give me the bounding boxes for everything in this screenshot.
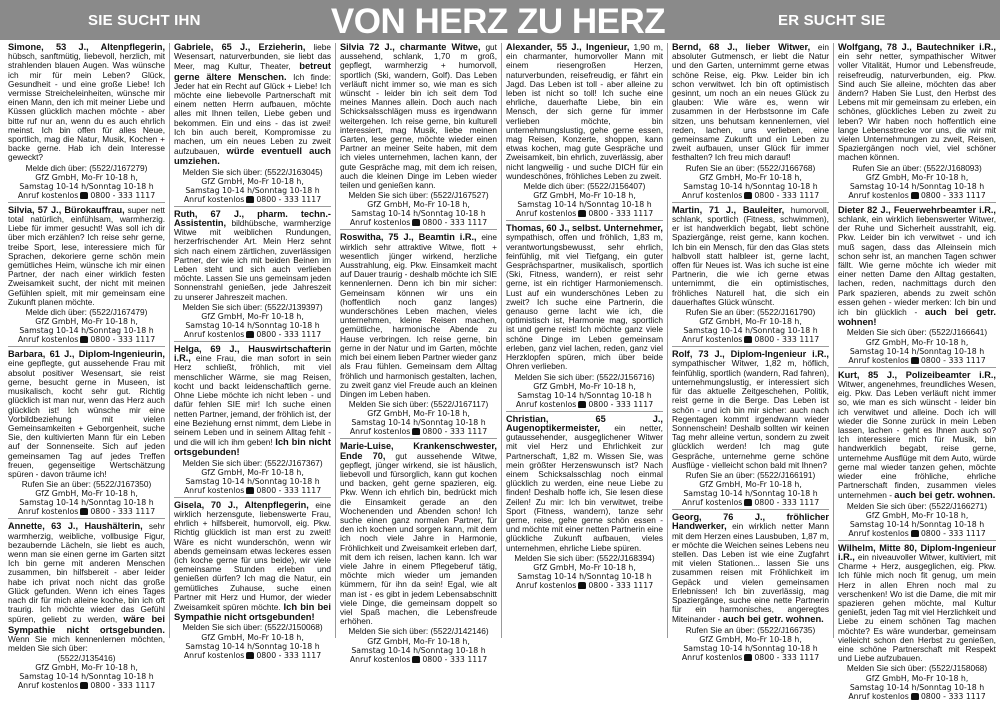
ad-footer bbox=[672, 317, 829, 344]
ad-footer bbox=[672, 173, 829, 200]
page-header bbox=[0, 0, 1000, 40]
ad-headline: Wilhelm, Mitte 80, Diplom-Ingenieur i.R., bbox=[838, 542, 996, 562]
ad-footer bbox=[506, 382, 663, 409]
footer-call bbox=[838, 692, 996, 701]
ad-contact-code: Melden Sie sich über: (5522/J142146) bbox=[348, 626, 489, 637]
personal-ad bbox=[174, 43, 331, 207]
footer-company: GfZ GmbH, Mo-Fr 10-18 h, bbox=[35, 317, 138, 327]
phone-icon bbox=[744, 499, 752, 506]
phone-icon bbox=[80, 508, 88, 515]
phone-icon bbox=[744, 192, 752, 199]
footer-hours: Samstag 10-14 h/Sonntag 10-18 h bbox=[19, 181, 154, 191]
footer-hours: Samstag 10-14 h/Sonntag 10-18 h bbox=[517, 390, 652, 400]
ad-contact-code: Rufen Sie an über: (5522/J168093) bbox=[852, 162, 982, 173]
phone-icon bbox=[412, 656, 420, 663]
ad-footer bbox=[174, 468, 331, 495]
footer-call-label: Anruf kostenlos bbox=[681, 652, 743, 662]
footer-phone-number[interactable]: 0800 - 333 1117 bbox=[920, 355, 986, 365]
phone-icon bbox=[911, 530, 919, 537]
ad-text: sympathisch, offen und fröhlich, 1,83 m, verantwortungsbewusst, sehr ehrlich, feinfühlig, mit viel Tiefgang, ein guter Gesprächspartner, musikalisch, sportlich (Ski, Fitness, wandern), er reist sehr gerne, ist ein richtiger Harmoniemensch. Lust auf ein wunderschönes Leben zu zweit? Ich suche eine Partnerin, die genauso gerne lacht wie ich, die optimistisch ist, Harmonie mag, sportlich ist und gerne reist! Ich möchte ganz viele schöne Dinge im Leben gemeinsam erleben, ganz viel lachen, reden, ganz viel Herzklopfen spüren, mich über beide Ohren verlieben. bbox=[506, 232, 663, 372]
ad-text: eine gepflegte, gut aussehende Frau mit absolut positiver Wesensart, sie reist gerne, besucht gerne in Museen, ist musikalisch, kocht sehr gut. Richtig glücklich ist man nur, wenn das Herz auch glücklich ist! Ich wünsche mir eine Vorbildbeziehung mit vielen Gemeinsamkeiten + Geborgenheit, suche Sie, den kultivierten Mann für ein Leben auf der Sonnenseite. Sich auf jeden gemeinsamen Tag auf jedes Treffen freuen, gegenseitige Wertschätzung spüren - davon träume ich! bbox=[8, 358, 165, 479]
ad-headline: Alexander, 55 J., Ingenieur, bbox=[506, 42, 630, 52]
ad-footer bbox=[838, 674, 996, 701]
footer-call-label: Anruf kostenlos bbox=[515, 399, 577, 409]
ad-text: ein wirklich netter Mann mit dem Herzen eines Lausbuben, 1,87 m, er möchte die Weichen seines Lebens neu stellen. Das Leben ist wie eine Zugfahrt mit vielen Stationen... lassen Sie uns zusammen reisen mit Fröhlichkeit im Gepäck und vielen gemeinsamen Erlebnissen! Ich bin zuverlässig, mag Spaziergänge, suche eine nette Partnerin für ein harmonisches, angeregtes Miteinander - bbox=[672, 521, 829, 625]
phone-icon bbox=[246, 487, 254, 494]
ad-headline: Gabriele, 65 J., Erzieherin, bbox=[174, 42, 306, 52]
ad-text: sympathischer Witwer, 1,82 m, höflich, feinfühlig, sportlich (wandern, Rad fahren), unternehmungslustig, er interessiert sich für das aktuelle Zeitgeschehen, Politik, reist gerne in die Berge. Das Leben ist schön - und ich bin mir sicher: auch nach Regentagen kommt irgendwann wieder Sonnenschein! Deshalb sollten wir keinen Tag mehr alleine vertun, sondern zu zweit glücklich werden! Ich mag gute Gespräche, unternehme gerne schöne Ausflüge - vielleicht schon bald mit Ihnen? bbox=[672, 358, 829, 470]
phone-icon bbox=[911, 357, 919, 364]
ads-column bbox=[502, 43, 668, 638]
footer-hours: Samstag 10-14 h/Sonntag 10-18 h bbox=[683, 326, 818, 336]
footer-company: GfZ GmbH, Mo-Fr 10-18 h, bbox=[533, 562, 636, 572]
footer-call-label: Anruf kostenlos bbox=[17, 335, 79, 345]
footer-hours: Samstag 10-14 h/Sonntag 10-18 h bbox=[19, 326, 154, 336]
footer-phone-number[interactable]: 0800 - 333 1117 bbox=[256, 330, 322, 340]
ad-text: eine wirklich herzensgute, liebenswerte Frau, ehrlich + hilfsbereit, humorvoll, eig. Pkw. Richtig glücklich ist man erst zu zweit! Wäre es nicht wunderschön, wenn wir abends gemeinsam etwas leckeres essen (ich koche gerne für uns beide), wir viele gemeinsame Stunden erleben und genießen dürfen? Ich mag die Natur, ein gemütliches Zuhause, suche einen Partner mit Herz und Humor, der wieder Zweisamkeit spüren möchte. bbox=[174, 499, 332, 612]
footer-call bbox=[838, 191, 996, 200]
ad-headline: Silvia 72 J., charmante Witwe, bbox=[340, 42, 481, 52]
ad-headline: Annette, 63 J., Haushälterin, bbox=[8, 521, 143, 532]
personal-ad bbox=[838, 544, 996, 703]
footer-phone-number[interactable]: 0800 - 333 1117 bbox=[90, 335, 156, 345]
ad-contact-code: Rufen Sie an über: (5522/J166768) bbox=[685, 162, 816, 173]
footer-company: GfZ GmbH, Mo-Fr 10-18 h, bbox=[201, 467, 304, 477]
phone-icon bbox=[911, 192, 919, 199]
footer-call-label: Anruf kostenlos bbox=[848, 691, 909, 701]
footer-call bbox=[8, 191, 165, 200]
footer-phone-number[interactable]: 0800 - 333 1117 bbox=[920, 190, 986, 200]
footer-phone-number[interactable]: 0800 - 333 1117 bbox=[588, 580, 654, 590]
footer-company: GfZ GmbH, Mo-Fr 10-18 h, bbox=[201, 312, 304, 322]
footer-call-label: Anruf kostenlos bbox=[17, 507, 79, 517]
footer-call bbox=[838, 356, 996, 365]
ad-contact-code: Melden Sie sich über: (5522/J168394) bbox=[514, 552, 655, 563]
ad-highlight: Ich bin nicht ortsgebunden! bbox=[174, 436, 331, 458]
footer-call bbox=[506, 209, 663, 218]
ad-footer bbox=[838, 173, 996, 200]
footer-phone-number[interactable]: 0800 - 333 1117 bbox=[422, 654, 488, 664]
personal-ad bbox=[174, 501, 331, 662]
footer-call bbox=[672, 498, 829, 507]
ad-footer bbox=[506, 191, 663, 218]
ad-headline: Marie-Luise, Krankenschwester, Ende 70, bbox=[340, 441, 497, 461]
footer-call bbox=[340, 218, 497, 227]
footer-call bbox=[8, 335, 165, 344]
footer-call bbox=[340, 427, 497, 436]
phone-icon bbox=[246, 331, 254, 338]
footer-phone-number[interactable]: 0800 - 333 1117 bbox=[754, 498, 820, 508]
ad-highlight: auch bei getr. wohnen. bbox=[722, 613, 824, 625]
footer-hours: Samstag 10-14 h/Sonntag 10-18 h bbox=[683, 643, 818, 653]
personal-ad bbox=[672, 350, 829, 510]
ad-headline: Dieter 82 J., Feuerwehrbeamter i.R., bbox=[838, 204, 996, 215]
footer-call bbox=[672, 653, 829, 662]
ad-text: humorvoll, schlank, sportlich (Fitness, schwimmen), er ist handwerklich begabt, liebt schöne Spaziergänge, reist gerne, kann kochen. Ich bin ein Mensch, für den das Glas stets halbvoll statt halbleer ist, gerne lacht, offen für Neues ist. Was ich suche ist eine Partnerin, die wie ich gerne etwas unternimmt, die ein optimistisches, fröhliches Naturell hat, die sich ein dauerhaftes Glück wünscht. bbox=[672, 204, 829, 307]
footer-call bbox=[174, 195, 331, 204]
personal-ad bbox=[672, 513, 829, 664]
footer-call bbox=[672, 335, 829, 344]
ad-text: schlank, ein wirklich liebenswerter Witwer, der Ruhe und Sicherheit ausstrahlt, eig. Pkw. Leider bin ich verwitwet - und ich muß sagen, dass das Alleinsein mich schon sehr ist, an manchen Tagen schwer fällt. Wie gerne möchte ich wieder mit einer netten Dame den Alltag gestalten, lachen, reden, nachmittags durch den Park spazieren, abends zu zweit schön essen gehen - wieder merken: Ich bin und ich bin glücklich - bbox=[838, 214, 996, 318]
ad-text: eine Frau, die man sofort in sein Herz schließt, fröhlich, mit viel menschlicher Wärme, sie mag Reisen, kocht und backt leidenschaftlich gerne. Ohne Liebe möchte ich nicht leben - und dafür fehlen SIE mir! Ich suche einen netten Partner, jemand, der fröhlich ist, der eine Beziehung ernst nimmt, dem Liebe in seinem Leben und in seinem Alltag fehlt - und die will ich ihm geben! bbox=[174, 353, 331, 448]
footer-phone-number[interactable]: 0800 - 333 1117 bbox=[920, 528, 986, 538]
ad-contact-code: Melden Sie sich über: (5522/J167527) bbox=[348, 190, 489, 201]
phone-icon bbox=[80, 682, 88, 689]
phone-icon bbox=[246, 652, 254, 659]
ad-footer bbox=[340, 409, 497, 436]
footer-hours: Samstag 10-14 h/Sonntag 10-18 h bbox=[683, 489, 818, 499]
ads-columns bbox=[4, 42, 1000, 701]
footer-company: GfZ GmbH, Mo-Fr 10-18 h, bbox=[865, 172, 969, 182]
ad-headline: Georg, 76 J., fröhlicher Handwerker, bbox=[672, 512, 829, 532]
footer-hours: Samstag 10-14 h/Sonntag 10-18 h bbox=[19, 672, 154, 682]
footer-hours: Samstag 10-14 h/Sonntag 10-18 h bbox=[351, 209, 486, 219]
ad-contact-code: (5522/J135416) bbox=[57, 653, 116, 664]
ad-text: super nett total natürlich, einfühlsam, warmherzig. Liebe für immer gesucht! Was soll ich dir über mich erzählen? Ich reise sehr gerne, treibe Sport, lese, interessiere mich für Sprachen, dekoriere gerne schön mein gemütliches Heim, wünsche ich mir einen Partner, der nach einer wirklich festen Zweisamkeit sucht, der nicht mit meinen Gefühlen spielt, mit mir gemeinsam eine Zukunft planen möchte. bbox=[8, 204, 165, 307]
personal-ad bbox=[174, 210, 331, 342]
phone-icon bbox=[246, 196, 254, 203]
ad-text: bildhübsche, warmherzige Witwe mit weiblichen Rundungen, herzerfrischender Art. Mein Herz sehnt sich nach einem zärtlichen, zuverlässigen Partner, der wie ich mit beiden Beinen im Leben steht und sich auch verlieben möchte. Lassen Sie uns gemeinsam jeden Sonnenstrahl genießen, jede Jahreszeit zu unserer Jahreszeit machen. bbox=[174, 218, 331, 302]
ad-highlight: auch bei getr. wohnen! bbox=[838, 306, 996, 328]
personal-ad bbox=[672, 206, 829, 347]
ad-footer bbox=[174, 633, 331, 660]
footer-call bbox=[8, 507, 165, 516]
section-label-sie-sucht-ihn: SIE SUCHT IHN bbox=[88, 12, 201, 29]
ad-headline: Kurt, 85 J., Polizeibeamter i.R., bbox=[838, 369, 996, 380]
ad-headline: Rolf, 73 J., Diplom-Ingenieur i.R., bbox=[672, 349, 829, 360]
ad-contact-code: Rufen Sie an über: (5522/J166191) bbox=[685, 469, 816, 480]
footer-phone-number[interactable]: 0800 - 333 1117 bbox=[422, 427, 488, 437]
footer-phone-number[interactable]: 0800 - 333 1117 bbox=[754, 652, 820, 662]
footer-hours: Samstag 10-14 h/Sonntag 10-18 h bbox=[185, 321, 320, 331]
ad-headline: Christian, 65 J., Augenoptikermeister, bbox=[506, 413, 663, 433]
ad-contact-code: Melden Sie sich über: (5522/J167367) bbox=[182, 457, 323, 468]
footer-company: GfZ GmbH, Mo-Fr 10-18 h, bbox=[367, 636, 470, 646]
footer-company: GfZ GmbH, Mo-Fr 10-18 h, bbox=[865, 337, 969, 347]
footer-company: GfZ GmbH, Mo-Fr 10-18 h, bbox=[35, 489, 138, 499]
ad-headline: Gisela, 70 J., Altenpflegerin, bbox=[174, 499, 309, 510]
phone-icon bbox=[412, 428, 420, 435]
footer-hours: Samstag 10-14 h/Sonntag 10-18 h bbox=[351, 418, 486, 428]
footer-company: GfZ GmbH, Mo-Fr 10-18 h, bbox=[533, 381, 636, 391]
footer-hours: Samstag 10-14 h/Sonntag 10-18 h bbox=[19, 498, 154, 508]
footer-company: GfZ GmbH, Mo-Fr 10-18 h, bbox=[35, 172, 138, 182]
personal-ad bbox=[340, 43, 497, 230]
personal-ad bbox=[340, 442, 497, 665]
footer-call bbox=[174, 330, 331, 339]
personal-ad bbox=[672, 43, 829, 203]
footer-hours: Samstag 10-14 h/Sonntag 10-18 h bbox=[849, 346, 985, 356]
footer-phone-number[interactable]: 0800 - 333 1117 bbox=[256, 650, 322, 660]
footer-phone-number[interactable]: 0800 - 333 1117 bbox=[754, 335, 820, 345]
footer-phone-number[interactable]: 0800 - 333 1117 bbox=[256, 485, 322, 495]
ad-footer bbox=[174, 177, 331, 204]
ad-headline: Wolfgang, 78 J., Bautechniker i.R., bbox=[838, 42, 996, 52]
ad-contact-code: Melden Sie sich über: (5522/J167117) bbox=[348, 399, 489, 410]
ad-footer bbox=[8, 173, 165, 200]
personal-ad bbox=[340, 233, 497, 439]
footer-company: GfZ GmbH, Mo-Fr 10-18 h, bbox=[699, 634, 802, 644]
ad-contact-code: Rufen Sie an über: (5522/J167350) bbox=[21, 479, 152, 490]
ad-contact-code: Rufen Sie an über: (5522/J166735) bbox=[685, 624, 816, 635]
ad-footer bbox=[8, 663, 165, 690]
footer-call bbox=[506, 581, 663, 590]
ad-text: gut aussehende Witwe, gepflegt, jünger wirkend, sie ist häuslich, liebevoll und fürsorglich, kann gut kochen und backen, geht gerne spazieren, eig. Pkw. Wenn ich ehrlich bin, bedrückt mich die Einsamkeit gerade an den Wochenenden und Abenden schon! Ich suche einen ganz normalen Partner, für den ich kochen und sorgen kann, mit dem ich noch viele Jahre in Harmonie, Fröhlichkeit und Zweisamkeit erleben darf, mit dem ich reisen, lachen kann. Ich war viele Jahre in einem Pflegeberuf tätig, möchte mich wieder um jemanden kümmern, für ihn da sein! Egal, wie alt man ist - es gibt in jedem Lebensabschnitt viele Dinge, die gemeinsam doppelt so viel Spaß machen, die Lebensfreude erhöhen. bbox=[340, 450, 497, 627]
ad-text: Witwer, angenehmes, freundliches Wesen, eig. Pkw. Das Leben verläuft nicht immer so, wie man es sich wünscht - leider bin ich verwitwet und alleine. Doch ich will wieder die Sonne zurück in mein Leben lassen, lachen - geht es Ihnen auch so? Ich interessiere mich für Musik, bin handwerklich begabt, reise gerne, unternehme Ausflüge mit dem Auto, würde gerne mal wieder tanzen gehen, möchte wieder eine fröhliche, ehrliche Partnerschaft finden, zusammen vieles unternehmen - bbox=[838, 378, 996, 501]
footer-call bbox=[340, 655, 497, 664]
phone-icon bbox=[412, 219, 420, 226]
phone-icon bbox=[578, 210, 586, 217]
ad-headline: Roswitha, 75 J., Beamtin i.R., bbox=[340, 232, 477, 243]
phone-icon bbox=[578, 582, 586, 589]
footer-call bbox=[506, 400, 663, 409]
personal-ad bbox=[8, 350, 165, 519]
footer-phone-number[interactable]: 0800 - 333 1117 bbox=[90, 681, 156, 691]
footer-hours: Samstag 10-14 h/Sonntag 10-18 h bbox=[517, 571, 652, 581]
footer-phone-number[interactable]: 0800 - 333 1117 bbox=[920, 691, 986, 701]
ad-headline: Silvia, 57 J., Bürokauffrau, bbox=[8, 204, 125, 215]
ad-footer bbox=[8, 489, 165, 516]
footer-call bbox=[174, 486, 331, 495]
footer-company: GfZ GmbH, Mo-Fr 10-18 h, bbox=[367, 409, 470, 419]
ad-text: eine wirklich sehr attraktive Witwe, flott + wesentlich jünger wirkend, herzliche Ausstrahlung, eig. Pkw. Einsamkeit macht auf Dauer traurig - deshalb möchte ich SIE kennenlernen. Denn ich bin mir sicher: Gemeinsam können wir uns ein (hoffentlich noch ganz langes) wunderschönes Leben machen, vieles unternehmen, kleine Reisen machen, gemütliche, harmonische Abende zu Hause verbringen. Ich reise gerne, bin gerne in der Natur und im Garten, möchte mich bei einem lieben Partner wieder ganz als Frau fühlen. Gemeinsam dem Alltag fröhlich und harmonisch gestalten, lachen, zu zweit ganz viel Freude auch an kleinen Dingen im Leben haben. bbox=[340, 232, 497, 399]
ad-footer bbox=[340, 637, 497, 664]
ad-headline: Helga, 69 J., Hauswirtschafterin i.R., bbox=[174, 344, 331, 364]
footer-call-label: Anruf kostenlos bbox=[681, 335, 743, 345]
footer-call-label: Anruf kostenlos bbox=[349, 427, 411, 437]
ads-column bbox=[170, 42, 336, 660]
ad-text: Ich finde: Jeder hat ein Recht auf Glück + Liebe! Ich möchte eine liebevolle Partnerschaft mit einem netten Herrn aufbauen, möchte alles mit Ihnen teilen, Liebe geben und bekommen. Ein und eins - das ist zwei! Ich bin auch bereit, Kompromisse zu machen, um ein neues Leben zu zweit aufzubauen, bbox=[174, 71, 331, 157]
footer-company: GfZ GmbH, Mo-Fr 10-18 h, bbox=[699, 317, 802, 327]
ad-text: 1,90 m, ein charmanter, humorvoller Mann mit einem riesengroßen Herzen, naturverbunden, reisefreudig, er fährt ein Jagd. Das Leben ist toll - aber alleine zu leben ist nicht so toll! Ich suche eine ehrliche, dauerhafte Liebe, bin ein Mensch, der sich gerne für immer verlieben möchte, bin unternehmungslustig, gehe gerne essen, mag Reisen, Konzerte, shoppen, kann etwas kochen, mag gute Gespräche und Zweisamkeit, bin ehrlich, zuverlässig, aber nicht langweilig - und suche DICH für ein wundeschönes, fröhliches Leben zu zweit. bbox=[506, 42, 663, 181]
ad-footer bbox=[672, 480, 829, 507]
footer-company: GfZ GmbH, Mo-Fr 10-18 h, bbox=[201, 632, 304, 642]
ad-footer bbox=[672, 635, 829, 662]
ads-column bbox=[336, 42, 502, 664]
section-label-er-sucht-sie: ER SUCHT SIE bbox=[778, 12, 886, 29]
ad-contact-code: Melden Sie sich über: (5522/J139397) bbox=[182, 301, 323, 312]
footer-call bbox=[672, 191, 829, 200]
footer-call-label: Anruf kostenlos bbox=[349, 218, 411, 228]
personal-ad bbox=[506, 224, 663, 411]
footer-company: GfZ GmbH, Mo-Fr 10-18 h, bbox=[699, 480, 802, 490]
footer-call bbox=[8, 681, 165, 690]
footer-call-label: Anruf kostenlos bbox=[515, 580, 577, 590]
footer-call-label: Anruf kostenlos bbox=[515, 209, 577, 219]
ad-highlight: würde eventuell auch umziehen. bbox=[174, 145, 331, 167]
personal-ad bbox=[8, 43, 165, 203]
personal-ad bbox=[838, 371, 996, 541]
ad-contact-code: Melde dich über: (5522/J167479) bbox=[25, 307, 148, 318]
ad-text: gut aussehend, schlank, 1,70 m groß, gepflegt, warmherzig + humorvoll, sportlich (Ski, wandern, Golf). Das Leben verläuft nicht immer so, wie man es sich wünscht - leider bin ich seit dem Tod meines Mannes allein. Doch auch nach Schicksalsschlägen muss es irgendwann weitergehen. Ich reise gerne, bin kulturell interessiert, mag Musik, liebe meinen Garten, lese gerne, möchte wieder einen Partner an meiner Seite haben, mit dem ich vieles unternehmen, lachen kann, der gute Gespräche mag, mit dem ich reisen, auch die kleinen Dinge im Leben wieder teilen und genießen kann. bbox=[340, 42, 497, 191]
personal-ad bbox=[8, 206, 165, 347]
phone-icon bbox=[80, 192, 88, 199]
ad-text: Wenn Sie mich kennenlernen möchten, melden Sie sich über: bbox=[8, 633, 165, 653]
footer-call-label: Anruf kostenlos bbox=[183, 650, 245, 660]
ad-text: ein absoluter Gutmensch, er liebt die Natur und den Garten, unternimmt gerne etwas schöne Reise, eig. Pkw. Leider bin ich schon verwitwet. Ich bin oft optimistisch gesinnt, um noch an ein neues Glück zu glauben: Wie wäre es, wenn wir zusammen in der Herbstsonne im Cafe sitzen, uns behutsam kennenlernen, viel reden, lachen, uns verlieben, eine gemeinsame Zukunft und ein Leben zu zweit aufbauen, unser Glück für immer festhalten? Ich freu mich darauf! bbox=[672, 42, 829, 163]
footer-hours: Samstag 10-14 h/Sonntag 10-18 h bbox=[683, 181, 818, 191]
phone-icon bbox=[744, 336, 752, 343]
footer-phone-number[interactable]: 0800 - 333 1117 bbox=[588, 399, 654, 409]
ad-text: ein netter, gutaussehender, ausgeglichener Witwer mit viel Herz und Ehrlichkeit zur Partnerschaft, 1,82 m. Wissen Sie, was mein größter Herzenswunsch ist? Nach einem Schicksalsschlag noch einmal glücklich zu werden, eine neue Liebe zu finden! Deshalb hoffe ich, Sie lesen diese Zeilen! Zu mir: Ich bin verwitwet, treibe Sport (Fitness, wandern), tanze sehr gerne, reise, gehe gerne schön essen - und möchte mit einer netten Partnerin eine glückliche Zukunft aufbauen, vieles unternehmen, ehrliche Liebe spüren. bbox=[506, 422, 663, 553]
ad-headline: Barbara, 61 J., Diplom-Ingenieurin, bbox=[8, 349, 165, 360]
ad-contact-code: Melden Sie sich über: (5522/J158068) bbox=[846, 663, 988, 674]
footer-hours: Samstag 10-14 h/Sonntag 10-18 h bbox=[351, 645, 486, 655]
ad-footer bbox=[838, 338, 996, 365]
personal-ad bbox=[506, 415, 663, 592]
footer-call-label: Anruf kostenlos bbox=[17, 190, 79, 200]
ad-footer bbox=[8, 317, 165, 344]
ad-contact-code: Melden Sie sich über: (5522/J150068) bbox=[182, 622, 323, 633]
footer-call-label: Anruf kostenlos bbox=[183, 194, 245, 204]
footer-call-label: Anruf kostenlos bbox=[183, 485, 245, 495]
ad-text: ein niveauvoller Witwer, kultiviert, mit Charme + Herz, ausgeglichen, eig. Pkw. Ich fühle mich noch fit genug, um mein Herz in allen Ehren noch mal zu verschenken! Wo ist die Dame, die mit mir spazieren gehen möchte, mal Kultur genießt, jeden Tag mit viel Herzlichkeit und Liebe zu einem schönen Tag machen möchte? Es wäre wunderbar, gemeinsam vielleicht schon den Herbst zu genießen, eine schöne Partnerschaft mit Respekt und Liebe aufzubauen. bbox=[838, 551, 996, 664]
footer-call-label: Anruf kostenlos bbox=[681, 498, 743, 508]
ad-contact-code: Melden Sie sich über: (5522/J156716) bbox=[514, 371, 655, 382]
ad-footer bbox=[506, 563, 663, 590]
footer-call-label: Anruf kostenlos bbox=[183, 330, 245, 340]
footer-call-label: Anruf kostenlos bbox=[848, 355, 909, 365]
ad-contact-code: Melden Sie sich über: (5522/J163045) bbox=[182, 166, 323, 177]
footer-company: GfZ GmbH, Mo-Fr 10-18 h, bbox=[35, 663, 138, 673]
ad-text: ein sehr netter, sympathischer Witwer voller Vitalität, Humor und Lebensfreude, reisefreudig, naturverbunden, eig. Pkw. Sind auch Sie alleine, möchten das aber ändern? Haben Sie Lust, den Herbst des Lebens mit mir gemeinsam zu erleben, ein schönes, glückliches Leben zu zweit zu leben? Wir haben noch hoffentlich eine lange Lebensstrecke vor uns, die wir mit vielen Unternehmungen zu zweit, Reisen, Spaziergängen noch viel, viel schöner machen können. bbox=[838, 51, 996, 163]
footer-call-label: Anruf kostenlos bbox=[349, 654, 411, 664]
ad-contact-code: Rufen Sie an über: (5522/J161790) bbox=[685, 307, 816, 318]
ad-highlight: wäre bei Sympathie nicht ortsgebunden. bbox=[8, 613, 165, 635]
footer-phone-number[interactable]: 0800 - 333 1117 bbox=[422, 218, 488, 228]
footer-call-label: Anruf kostenlos bbox=[681, 190, 743, 200]
ad-contact-code: Melde dich über: (5522/J167279) bbox=[25, 162, 148, 173]
footer-phone-number[interactable]: 0800 - 333 1117 bbox=[754, 190, 820, 200]
footer-hours: Samstag 10-14 h/Sonntag 10-18 h bbox=[849, 682, 985, 692]
personal-ad bbox=[838, 43, 996, 203]
footer-hours: Samstag 10-14 h/Sonntag 10-18 h bbox=[517, 200, 652, 210]
personal-ad bbox=[8, 522, 165, 692]
phone-icon bbox=[80, 336, 88, 343]
ad-headline: Simone, 53 J., Altenpflegerin, bbox=[8, 42, 165, 52]
footer-hours: Samstag 10-14 h/Sonntag 10-18 h bbox=[185, 185, 320, 195]
footer-company: GfZ GmbH, Mo-Fr 10-18 h, bbox=[201, 176, 304, 186]
footer-company: GfZ GmbH, Mo-Fr 10-18 h, bbox=[699, 172, 802, 182]
ad-footer bbox=[340, 200, 497, 227]
phone-icon bbox=[911, 693, 919, 700]
ads-column bbox=[834, 42, 1000, 701]
phone-icon bbox=[744, 654, 752, 661]
footer-hours: Samstag 10-14 h/Sonntag 10-18 h bbox=[185, 476, 320, 486]
ad-headline: Thomas, 60 J., selbst. Unternehmer, bbox=[506, 223, 663, 234]
personal-ad bbox=[838, 206, 996, 368]
ad-contact-code: Melden Sie sich über: (5522/J166271) bbox=[846, 500, 988, 511]
footer-call-label: Anruf kostenlos bbox=[17, 681, 79, 691]
footer-hours: Samstag 10-14 h/Sonntag 10-18 h bbox=[185, 641, 320, 651]
footer-call bbox=[174, 651, 331, 660]
footer-company: GfZ GmbH, Mo-Fr 10-18 h, bbox=[533, 191, 636, 201]
ad-footer bbox=[174, 312, 331, 339]
phone-icon bbox=[578, 401, 586, 408]
ad-highlight: betreut gerne ältere Menschen. bbox=[174, 60, 332, 82]
page-title: VON HERZ ZU HERZ bbox=[330, 2, 666, 41]
footer-company: GfZ GmbH, Mo-Fr 10-18 h, bbox=[367, 200, 470, 210]
ad-text: hübsch, sanftmütig, Iiebevoll, herzlich, mit strahlenden blauen Augen. Was wünsche ich mir für mein Leben? Glück, Gesundheit - und eine große Liebe! Ich vermisse Streicheleinheiten, wünsche mir einen Mann, den ich mit meiner Liebe und Küssen glücklich machen möchte - aber bitte ruf nur an, wenn du es auch ehrlich meinst. Ich bin offen für alles Neue, sportlich, mag die Natur, Musik, Kochen + backe gerne. Hab ich dein Interesse geweckt? bbox=[8, 51, 165, 163]
personal-ad bbox=[174, 345, 331, 498]
ad-text: liebe Wesensart, naturverbunden, sie liebt das Meer, mag Kultur, Theater, bbox=[174, 42, 331, 72]
footer-phone-number[interactable]: 0800 - 333 1117 bbox=[256, 194, 322, 204]
ad-headline: Martin, 71 J., Bauleiter, bbox=[672, 204, 785, 215]
ad-contact-code: Melde dich über: (5522/J156407) bbox=[523, 181, 646, 192]
footer-phone-number[interactable]: 0800 - 333 1117 bbox=[588, 209, 654, 219]
footer-company: GfZ GmbH, Mo-Fr 10-18 h, bbox=[865, 510, 969, 520]
personal-ad bbox=[506, 43, 663, 221]
footer-call-label: Anruf kostenlos bbox=[848, 190, 909, 200]
footer-phone-number[interactable]: 0800 - 333 1117 bbox=[90, 507, 156, 517]
ads-column bbox=[4, 42, 170, 691]
footer-hours: Samstag 10-14 h/Sonntag 10-18 h bbox=[849, 181, 985, 191]
ad-highlight: auch bei getr. wohnen. bbox=[894, 489, 996, 501]
ad-text: sehr warmherzig, weibliche, vollbusige Figur, bezaubernde Lächeln, sie liebt es auch, wenn man sie einen gerne im Garten sitzt Ich bin gerne mit anderen Menschen zusammen, bin hilfsbereit - aber leider habe ich privat noch nicht das große Glück gefunden. Wenn ich eines Tages nach dir für mich alleine koche, bin ich oft traurig. Ich möchte wieder das Gefühl spüren, geliebt zu werden, bbox=[8, 521, 165, 625]
footer-call bbox=[838, 529, 996, 538]
ad-headline: Ruth, 67 J., pharm. techn.-Assistentin, bbox=[174, 208, 331, 229]
footer-company: GfZ GmbH, Mo-Fr 10-18 h, bbox=[865, 673, 969, 683]
ad-headline: Bernd, 68 J., lieber Witwer, bbox=[672, 42, 811, 52]
footer-hours: Samstag 10-14 h/Sonntag 10-18 h bbox=[849, 519, 985, 529]
ad-highlight: Ich bin bei Sympathie nicht ortsgebunden! bbox=[174, 600, 331, 623]
footer-call-label: Anruf kostenlos bbox=[848, 528, 909, 538]
ad-contact-code: Melden Sie sich über: (5522/J166641) bbox=[846, 327, 988, 338]
footer-phone-number[interactable]: 0800 - 333 1117 bbox=[90, 190, 156, 200]
ads-column bbox=[668, 42, 834, 662]
ad-footer bbox=[838, 511, 996, 538]
